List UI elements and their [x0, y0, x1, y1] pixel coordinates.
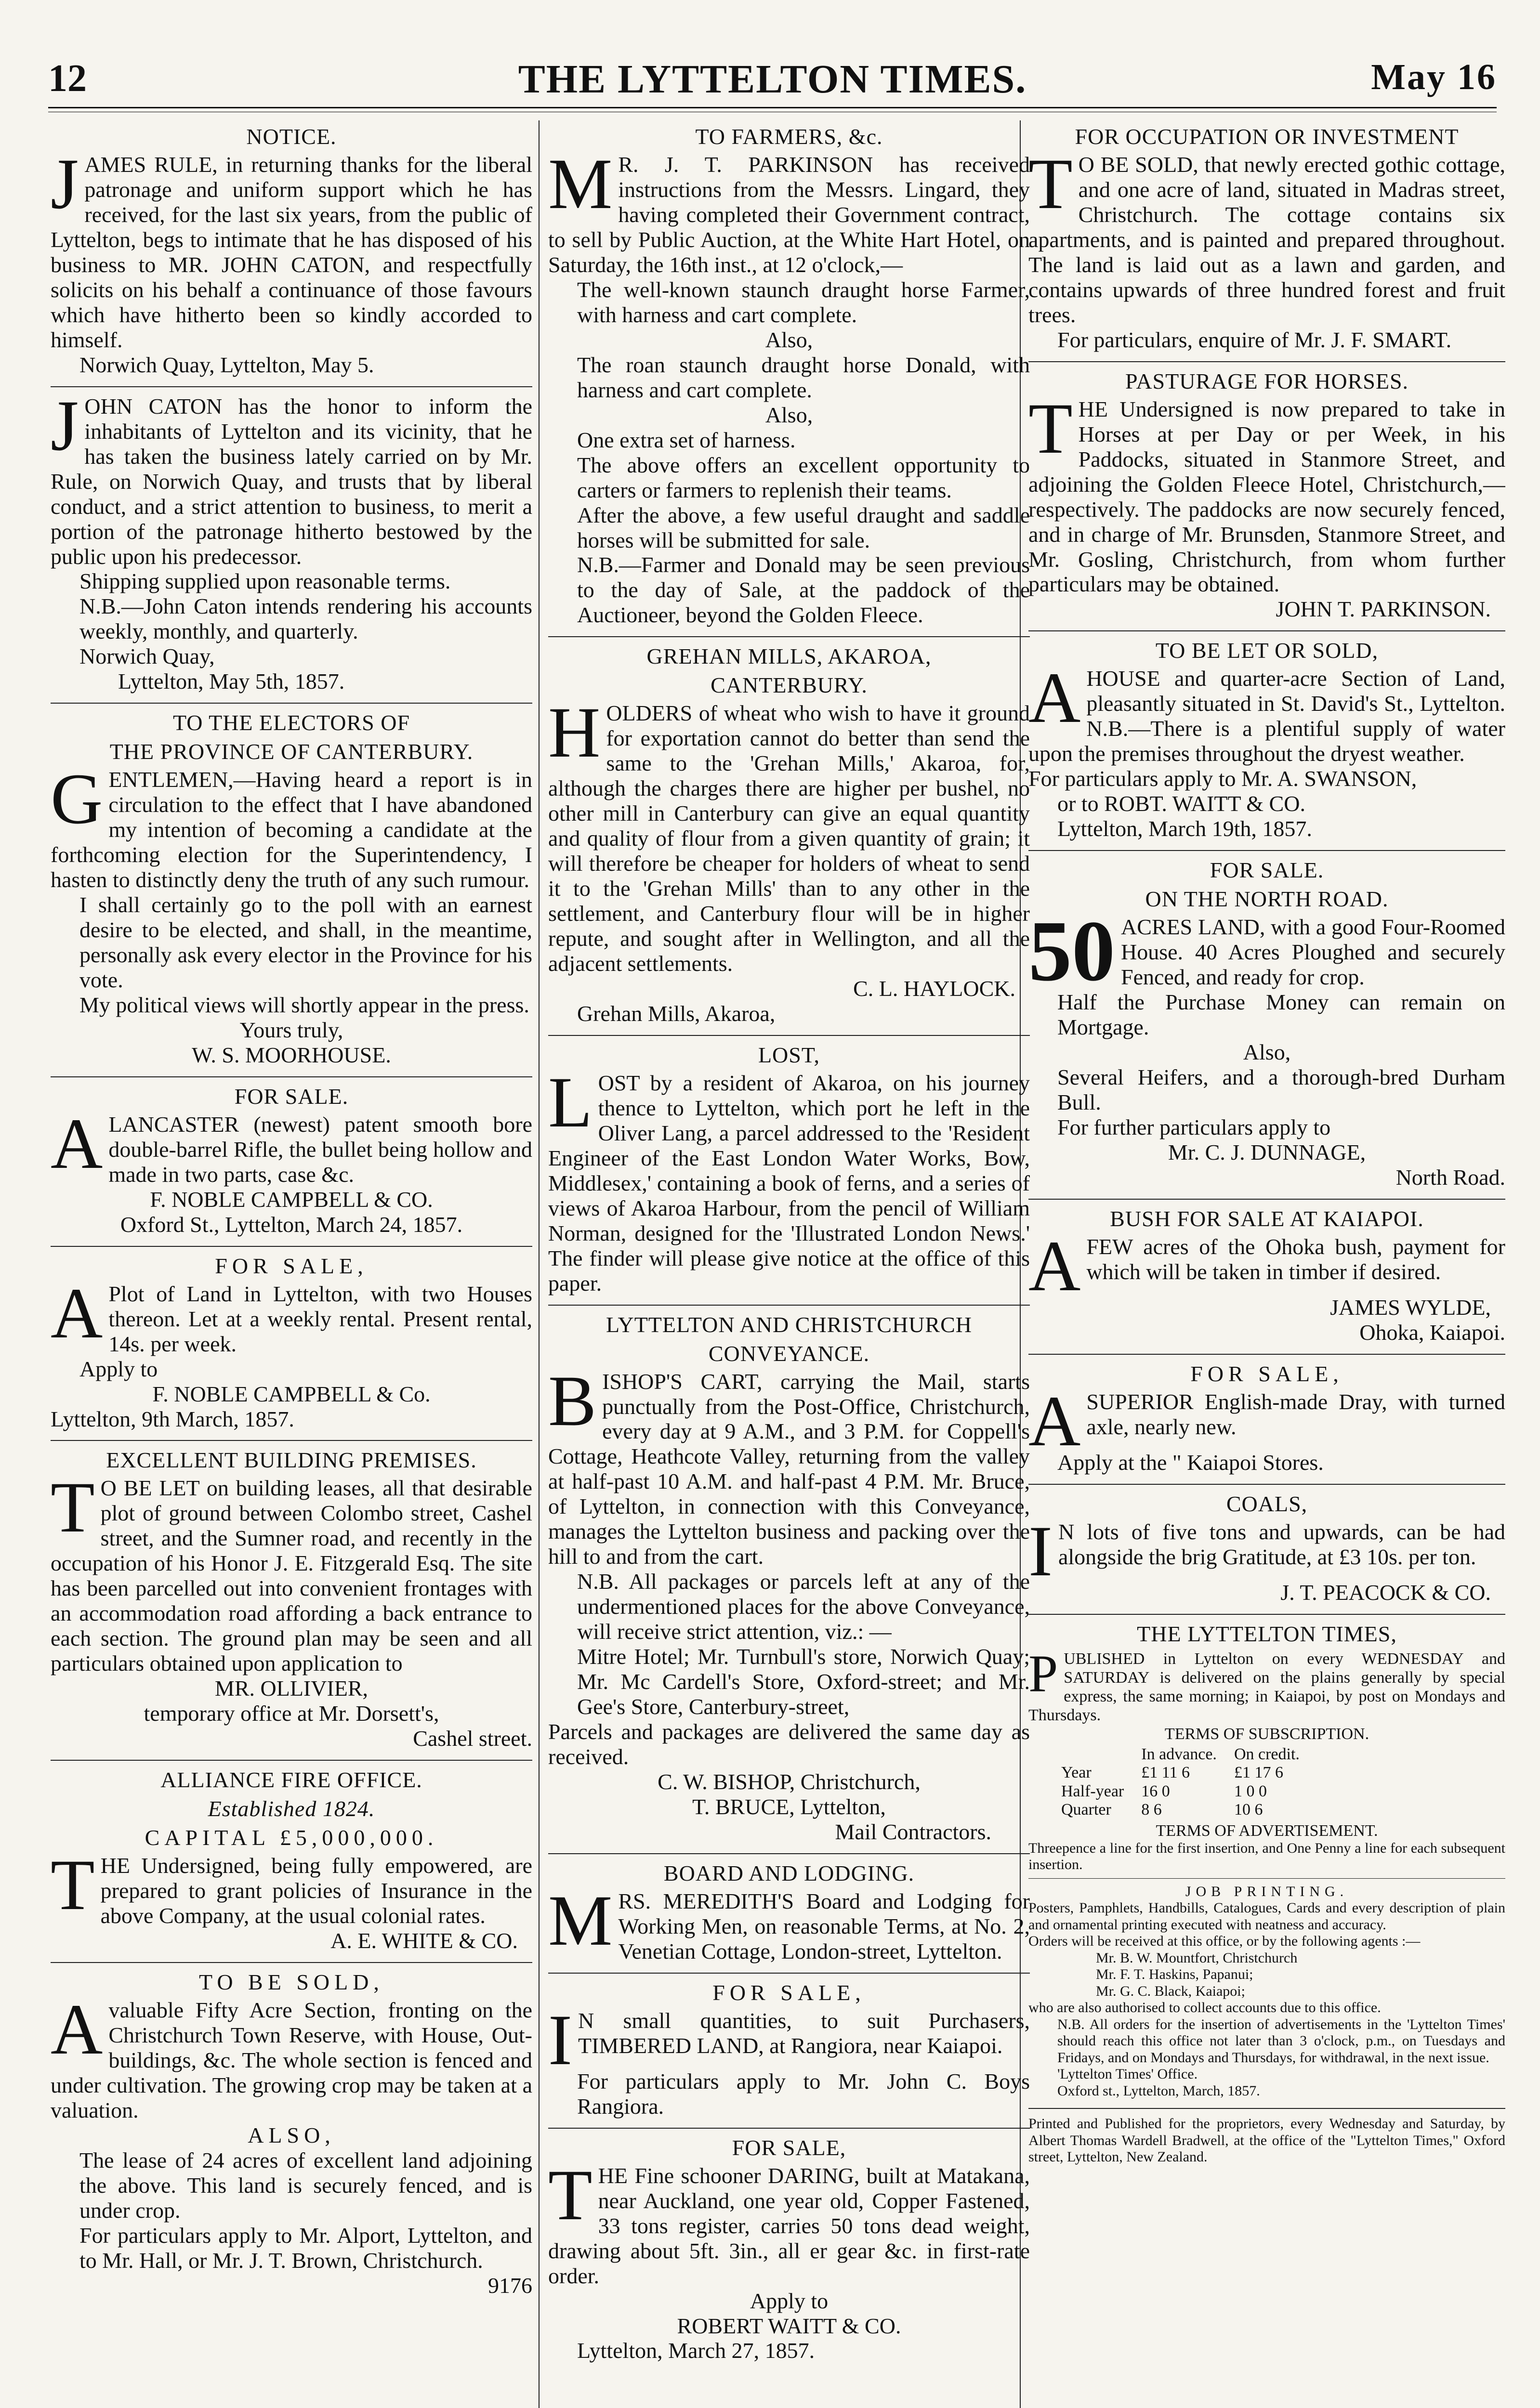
ad-signature: W. S. MOORHOUSE.	[192, 1042, 391, 1067]
ad-heading: THE LYTTELTON TIMES,	[1137, 1621, 1397, 1646]
ad-heading: FOR SALE,	[1190, 1361, 1343, 1386]
drop-number: 50	[1028, 903, 1115, 999]
ad-body: FEW acres of the Ohoka bush, payment for which will be taken in timber if desired.	[1086, 1234, 1505, 1284]
ad-separator	[1028, 1614, 1505, 1615]
ad-heading: LYTTELTON AND CHRISTCHURCH	[605, 1312, 972, 1337]
ad-item: The roan staunch draught horse Donald, with harness and cart complete.	[577, 352, 1030, 402]
ad-separator	[1028, 2108, 1505, 2109]
ad-body: OHN CATON has the honor to inform the inhabitants of Lyttelton and its vicinity, that he has taken the business lately carried on by Mr. Rule, on Norwich Quay, and trusts that by liberal conduct, and a strict attention to business, to merit a portion of the patronage hitherto bestowed by the public upon his predecessor.	[51, 393, 532, 569]
drop-cap: I	[548, 2000, 572, 2080]
ad-to-farmers	[548, 124, 1030, 628]
ad-signature: Norwich Quay, Lyttelton, May 5.	[79, 352, 374, 377]
drop-cap: L	[548, 1062, 592, 1142]
ad-separator	[1028, 1199, 1505, 1200]
issue-date: May 16	[1371, 57, 1497, 97]
ad-heading: CANTERBURY.	[711, 673, 868, 698]
drop-cap: T	[548, 2155, 592, 2235]
ad-separator	[51, 1760, 532, 1761]
drop-cap: T	[51, 1845, 95, 1925]
ad-body: ISHOP'S CART, carrying the Mail, starts punctually from the Post-Office, Christchurch, every day at 9 A.M., and 3 P.M. for Coppell's Cottage, Heathcote Valley, returning from the valley at half-past 10 A.M. and half-past 4 P.M. Mr. Bruce, of Lyttelton, in connection with this Conveyance, manages the Lyttelton business and packing over the hill to and from the cart.	[548, 1369, 1030, 1569]
ad-body: HE Undersigned is now prepared to take in Horses at per Day or per Week, in his Paddocks, situated in Stanmore Street, and adjoining the Golden Fleece Hotel, Christchurch,—respectively. The paddocks are now securely fenced, and in charge of Mr. Brunsden, Stanmore Street, and Mr. Gosling, Christchurch, from whom further particulars may be obtained.	[1028, 396, 1505, 597]
ad-lost	[548, 1043, 1030, 1296]
ad-heading: COALS,	[1226, 1491, 1308, 1516]
drop-cap: I	[1028, 1511, 1053, 1591]
ad-heading: TO BE LET OR SOLD,	[1155, 638, 1379, 663]
ad-alliance-fire-office	[51, 1767, 532, 1953]
ad-separator	[51, 703, 532, 704]
ad-number: 9176	[488, 2273, 532, 2298]
ad-conveyance	[548, 1312, 1030, 1845]
ad-heading: GREHAN MILLS, AKAROA,	[646, 644, 932, 669]
ad-to-be-sold	[51, 1970, 532, 2298]
ad-heading: THE PROVINCE OF CANTERBURY.	[109, 739, 474, 764]
ad-separator	[51, 386, 532, 387]
ad-timbered-land	[548, 1980, 1030, 2119]
drop-cap: T	[1028, 388, 1073, 469]
ad-body: N lots of five tons and upwards, can be had alongside the brig Gratitude, at £3 10s. per ton.	[1058, 1519, 1505, 1569]
advertisement-rates: Threepence a line for the first insertion, and One Penny a line for each subsequent insertion.	[1028, 1840, 1505, 1873]
ad-subheading: CAPITAL £5,000,000.	[145, 1825, 438, 1850]
table-row: Half-year 16 0 1 0 0	[1061, 1782, 1267, 1800]
ad-separator	[548, 2128, 1030, 2129]
ad-separator	[548, 1853, 1030, 1854]
ad-address: Cashel street.	[413, 1726, 532, 1751]
ad-signature: ROBERT WAITT & CO.	[677, 2313, 901, 2338]
ad-separator	[548, 1973, 1030, 1974]
drop-cap: A	[1028, 1226, 1081, 1306]
page-number: 12	[48, 57, 87, 100]
ad-item: The well-known staunch draught horse Farmer, with harness and cart complete.	[577, 277, 1030, 327]
ad-paragraph: For further particulars apply to	[1057, 1114, 1331, 1139]
ad-separator	[51, 1962, 532, 1963]
drop-cap: M	[548, 1880, 613, 1961]
ad-schooner	[548, 2135, 1030, 2364]
ad-separator	[548, 636, 1030, 637]
ad-paragraph: My political views will shortly appear in the press.	[79, 992, 529, 1017]
ad-building-premises	[51, 1448, 532, 1751]
ad-place: Grehan Mills, Akaroa,	[577, 1001, 776, 1026]
nb-text: N.B. All orders for the insertion of advertisements in the 'Lyttelton Times' should reach this office not later than 3 o'clock, p.m., on Tuesdays and Fridays, and on Mondays and Thursdays, for withdrawal, in the next issue.	[1057, 2016, 1505, 2066]
ad-body: AMES RULE, in returning thanks for the liberal patronage and uniform support which he has received, for the last six years, from the public of Lyttelton, begs to intimate that he has disposed of his business to MR. JOHN CATON, and respectfully solicits on his behalf a continuance of those favours which have hitherto been so kindly accorded to himself.	[51, 152, 532, 352]
ad-body: ACRES LAND, with a good Four-Roomed House. 40 Acres Ploughed and securely Fenced, and ready for crop.	[1121, 915, 1505, 990]
drop-cap: T	[51, 1467, 95, 1548]
column-left	[51, 120, 532, 2408]
ad-body: Plot of Land in Lyttelton, with two Houses thereon. Let at a weekly rental. Present rental, 14s. per week.	[108, 1281, 532, 1356]
ad-line: N.B.—John Caton intends rendering his accounts weekly, monthly, and quarterly.	[79, 594, 532, 644]
ad-heading: FOR SALE,	[712, 1980, 866, 2005]
ad-signature: J. T. PEACOCK & CO.	[1280, 1580, 1491, 1605]
masthead	[48, 57, 1497, 103]
ad-paragraph: I shall certainly go to the poll with an earnest desire to be elected, and shall, in the meantime, personally ask every elector in the Province for his vote.	[79, 892, 532, 992]
ad-body: valuable Fifty Acre Section, fronting on the Christchurch Town Reserve, with House, Out-buildings, &c. The whole section is fenced and under cultivation. The growing crop may be taken at a valuation.	[51, 1997, 532, 2122]
ad-apply: Apply to	[750, 2288, 829, 2313]
ad-paragraph: The lease of 24 acres of excellent land adjoining the above. This land is securely fenced, and is under crop.	[79, 2147, 532, 2223]
ad-north-road	[1028, 858, 1505, 1190]
ad-date: Oxford St., Lyttelton, March 24, 1857.	[120, 1212, 463, 1237]
drop-cap: A	[1028, 658, 1081, 738]
ad-coals	[1028, 1492, 1505, 1605]
ad-heading: ON THE NORTH ROAD.	[1145, 887, 1389, 912]
ad-dray	[1028, 1361, 1505, 1475]
subscription-table	[1053, 1745, 1308, 1819]
drop-cap: A	[51, 1273, 103, 1353]
ad-heading: FOR SALE.	[1210, 858, 1324, 883]
table-header: On credit.	[1234, 1745, 1300, 1763]
office-date: Oxford st., Lyttelton, March, 1857.	[1057, 2082, 1260, 2099]
ad-heading: BUSH FOR SALE AT KAIAPOI.	[1110, 1206, 1424, 1231]
drop-cap: J	[51, 144, 79, 224]
ad-body: LANCASTER (newest) patent smooth bore double-barrel Rifle, the bullet being hollow and made in two parts, case &c.	[108, 1112, 532, 1187]
ad-body: R. J. T. PARKINSON has received instructions from the Messrs. Lingard, they having completed their Government contract, to sell by Public Auction, at the White Hart Hotel, on Saturday, the 16th inst., at 12 o'clock,—	[548, 152, 1030, 277]
ad-address: North Road.	[1395, 1165, 1505, 1190]
ad-date: Lyttelton, 9th March, 1857.	[51, 1406, 294, 1431]
ad-signature: A. E. WHITE & CO.	[330, 1928, 518, 1953]
job-printing-text: Posters, Pamphlets, Handbills, Catalogues, Cards and every description of plain and ornamental printing executed with neatness and accuracy.	[1028, 1900, 1505, 1933]
drop-cap: A	[51, 1989, 103, 2069]
ad-signature: MR. OLLIVIER,	[214, 1676, 369, 1701]
ad-body: UBLISHED in Lyttelton on every WEDNESDAY and SATURDAY is delivered on the plains generally by special express, the same morning; in Kaiapoi, by post on Mondays and Thursdays.	[1028, 1649, 1505, 1724]
column-right	[1028, 120, 1505, 2408]
ad-heading: CONVEYANCE.	[708, 1341, 870, 1366]
printer-imprint: Printed and Published for the proprietors, every Wednesday and Saturday, by Albert Thomas Wardell Bradwell, at the office of the "Lyttelton Times," Oxford street, Lyttelton, New Zealand.	[1028, 2116, 1505, 2165]
ad-body: ENTLEMEN,—Having heard a report is in circulation to the effect that I have abandoned my intention of becoming a candidate at the forthcoming election for the Superintendency, I hasten to distinctly deny the truth of any such rumour.	[51, 767, 532, 892]
ad-separator	[1028, 361, 1505, 362]
ad-paragraph: Half the Purchase Money can remain on Mortgage.	[1057, 990, 1505, 1039]
ad-signature: Mail Contractors.	[835, 1819, 991, 1844]
ad-heading: FOR SALE.	[234, 1084, 349, 1109]
ad-heading: BOARD AND LODGING.	[663, 1860, 915, 1885]
terms-subscription-heading: TERMS OF SUBSCRIPTION.	[1164, 1725, 1369, 1743]
ad-body: SUPERIOR English-made Dray, with turned axle, nearly new.	[1086, 1389, 1505, 1439]
ad-separator	[51, 1246, 532, 1247]
ad-paragraph: N.B. All packages or parcels left at any of the undermentioned places for the above Conveyance, will receive strict attention, viz.: —	[577, 1569, 1030, 1644]
ad-to-let-or-sold	[1028, 638, 1505, 841]
ad-heading: FOR SALE,	[732, 2135, 846, 2160]
ad-address: Ohoka, Kaiapoi.	[1359, 1320, 1505, 1345]
ad-separator	[548, 1305, 1030, 1306]
ad-paragraph: Apply at the " Kaiapoi Stores.	[1057, 1450, 1324, 1475]
ad-paragraph: or to ROBT. WAITT & CO.	[1057, 791, 1305, 816]
ad-body: OLDERS of wheat who wish to have it ground for exportation cannot do better than send the same to the 'Grehan Mills,' Akaroa, for, although the charges there are higher per bushel, no other mill in Canterbury can give an equal quantity and quality of flour from a given quantity of grain; it will therefore be cheaper for holders of wheat to send it to the 'Grehan Mills' than to any other in the settlement, and Canterbury flour will be in higher repute, and sought after in Wellington, and all the adjacent settlements.	[548, 701, 1030, 976]
ad-body: O BE LET on building leases, all that desirable plot of ground between Colombo street, Cashel street, and the Sumner road, and recently in the occupation of his Honor J. E. Fitzgerald Esq. The site has been parcelled out into convenient frontages with an accommodation road affording a back entrance to each section. The ground plan may be seen and all particulars obtained upon application to	[51, 1476, 532, 1676]
ad-occupation-investment	[1028, 124, 1505, 353]
ad-separator	[1028, 630, 1505, 631]
ad-date: Lyttelton, March 27, 1857.	[577, 2338, 815, 2363]
ad-also: Also,	[1243, 1039, 1291, 1064]
ad-heading: ALLIANCE FIRE OFFICE.	[160, 1767, 422, 1793]
terms-advertisement-heading: TERMS OF ADVERTISEMENT.	[1156, 1821, 1378, 1840]
ad-paragraph: For particulars, enquire of Mr. J. F. SMART.	[1057, 327, 1452, 352]
ad-separator	[51, 1440, 532, 1441]
ad-signature: C. W. BISHOP, Christchurch,	[658, 1769, 921, 1794]
ad-also: Also,	[765, 402, 813, 427]
ad-rifle-for-sale	[51, 1084, 532, 1237]
masthead-rule	[48, 107, 1497, 108]
ad-paragraph: Parcels and packages are delivered the same day as received.	[548, 1719, 1030, 1769]
ad-lyttelton-times-terms	[1028, 1622, 1505, 2100]
ad-signature: F. NOBLE CAMPBELL & Co.	[152, 1381, 431, 1406]
ad-signature: Mr. C. J. DUNNAGE,	[1168, 1139, 1366, 1165]
ad-subheading: Established 1824.	[208, 1796, 375, 1821]
ad-heading: FOR SALE,	[215, 1253, 368, 1278]
ad-body: RS. MEREDITH'S Board and Lodging for Working Men, on reasonable Terms, at No. 2, Venetian Cottage, London-street, Lyttelton.	[618, 1888, 1030, 1963]
ad-apply: Apply to	[79, 1356, 158, 1381]
ad-paragraph: For particulars apply to Mr. A. SWANSON,	[1028, 766, 1417, 791]
ad-separator	[1028, 1354, 1505, 1355]
ad-also: ALSO,	[248, 2122, 335, 2147]
ad-grehan-mills	[548, 644, 1030, 1026]
ad-signature: F. NOBLE CAMPBELL & CO.	[150, 1187, 433, 1212]
ad-bush-kaiapoi	[1028, 1206, 1505, 1345]
ad-separator	[1028, 850, 1505, 851]
ad-heading: TO THE ELECTORS OF	[172, 710, 410, 735]
ad-separator	[1028, 1878, 1505, 1879]
ad-paragraph: N.B.—Farmer and Donald may be seen previous to the day of Sale, at the paddock of the Auctioneer, beyond the Golden Fleece.	[577, 552, 1030, 628]
ad-notice-james-rule	[51, 124, 532, 378]
ad-separator	[548, 1035, 1030, 1036]
table-row: Quarter 8 6 10 6	[1061, 1801, 1263, 1819]
table-row: Year £1 11 6 £1 17 6	[1061, 1764, 1283, 1782]
ad-body: OST by a resident of Akaroa, on his journey thence to Lyttelton, which port he left in the Oliver Lang, a parcel addressed to the 'Resident Engineer of the East London Water Works, Bow, Middlesex,' containing a book of ferns, and a series of views of Akaroa Harbour, from the pencil of William Norman, designed for the 'Illustrated London News.' The finder will please give notice at the office of this paper.	[548, 1070, 1030, 1296]
drop-cap: A	[1028, 1381, 1081, 1461]
agent-line: Mr. F. T. Haskins, Papanui;	[1096, 1966, 1253, 1983]
ad-signature: JAMES WYLDE,	[1330, 1295, 1491, 1320]
ad-heading: EXCELLENT BUILDING PREMISES.	[106, 1448, 477, 1473]
ad-separator	[1028, 1484, 1505, 1485]
ad-body: HE Fine schooner DARING, built at Matakana, near Auckland, one year old, Copper Fastened, 33 tons register, carries 50 tons dead weight, drawing about 5ft. 3in., all er gear &c. in first-rate order.	[548, 2163, 1030, 2288]
table-header: In advance.	[1141, 1745, 1217, 1763]
ad-paragraph: For particulars apply to Mr. John C. Boys Rangiora.	[577, 2068, 1030, 2119]
ad-electors	[51, 710, 532, 1068]
drop-cap: T	[1028, 144, 1073, 224]
ad-body: N small quantities, to suit Purchasers, TIMBERED LAND, at Rangiora, near Kaiapoi.	[578, 2008, 1030, 2058]
ad-line: Shipping supplied upon reasonable terms.	[79, 569, 451, 594]
ad-paragraph: The above offers an excellent opportunity to carters or farmers to replenish their teams.	[577, 452, 1030, 502]
drop-cap: P	[1028, 1644, 1058, 1703]
ad-body: O BE SOLD, that newly erected gothic cottage, and one acre of land, situated in Madras street, Christchurch. The cottage contains six apartments, and is painted and prepared throughout. The land is laid out as a lawn and garden, and contains upwards of three hundred forest and fruit trees.	[1028, 152, 1505, 327]
ad-date: Lyttelton, March 19th, 1857.	[1057, 816, 1312, 841]
agent-line: Mr. B. W. Mountfort, Christchurch	[1096, 1950, 1298, 1966]
ad-close: Yours truly,	[239, 1017, 343, 1042]
ad-john-caton	[51, 385, 532, 694]
office-name: 'Lyttelton Times' Office.	[1057, 2066, 1198, 2082]
drop-cap: G	[51, 759, 103, 839]
ad-body: HOUSE and quarter-acre Section of Land, pleasantly situated in St. David's St., Lyttelton. N.B.—There is a plentiful supply of water upon the premises throughout the dryest weather.	[1028, 666, 1505, 766]
ad-paragraph: Several Heifers, and a thorough-bred Durham Bull.	[1057, 1064, 1505, 1114]
drop-cap: M	[548, 144, 613, 224]
ad-paragraph: After the above, a few useful draught and saddle horses will be submitted for sale.	[577, 502, 1030, 552]
drop-cap: J	[51, 385, 79, 466]
ad-also: Also,	[765, 327, 813, 352]
drop-cap: B	[548, 1361, 597, 1441]
ad-paragraph: For particulars apply to Mr. Alport, Lyttelton, and to Mr. Hall, or Mr. J. T. Brown, Christchurch.	[79, 2223, 532, 2273]
drop-cap: A	[51, 1103, 103, 1184]
ad-address: temporary office at Mr. Dorsett's,	[144, 1701, 439, 1726]
ad-heading: TO BE SOLD,	[199, 1969, 384, 1994]
ad-item: One extra set of harness.	[577, 427, 796, 452]
drop-cap: H	[548, 693, 601, 773]
ad-places: Mitre Hotel; Mr. Turnbull's store, Norwich Quay; Mr. Mc Cardell's Store, Oxford-street; and Mr. Gee's Store, Canterbury-street,	[577, 1644, 1030, 1719]
collect-accounts-text: who are also authorised to collect accounts due to this office.	[1028, 2000, 1381, 2016]
ad-heading: FOR OCCUPATION OR INVESTMENT	[1075, 124, 1459, 149]
ad-heading: LOST,	[758, 1042, 820, 1067]
ad-pasturage	[1028, 369, 1505, 622]
ad-date: Lyttelton, May 5th, 1857.	[118, 669, 345, 694]
ad-signature: JOHN T. PARKINSON.	[1276, 597, 1491, 622]
ad-heading: PASTURAGE FOR HORSES.	[1125, 368, 1409, 393]
agent-line: Mr. G. C. Black, Kaiapoi;	[1096, 1983, 1245, 1999]
ad-signature: C. L. HAYLOCK.	[853, 976, 1015, 1001]
ad-heading: TO FARMERS, &c.	[695, 124, 883, 149]
column-middle	[548, 120, 1030, 2408]
ad-place: Norwich Quay,	[79, 644, 215, 669]
ad-separator	[51, 1076, 532, 1077]
ad-board-lodging	[548, 1861, 1030, 1964]
job-printing-heading: JOB PRINTING.	[1185, 1883, 1349, 1899]
newspaper-title: THE LYTTELTON TIMES.	[518, 57, 1027, 102]
ad-plot-for-sale	[51, 1254, 532, 1432]
ad-body: HE Undersigned, being fully empowered, are prepared to grant policies of Insurance in the above Company, at the usual colonial rates.	[100, 1853, 532, 1928]
ad-heading: NOTICE.	[246, 124, 337, 149]
ad-signature: T. BRUCE, Lyttelton,	[692, 1794, 886, 1819]
orders-text: Orders will be received at this office, or by the following agents :—	[1028, 1933, 1421, 1950]
column-divider	[539, 120, 540, 2408]
